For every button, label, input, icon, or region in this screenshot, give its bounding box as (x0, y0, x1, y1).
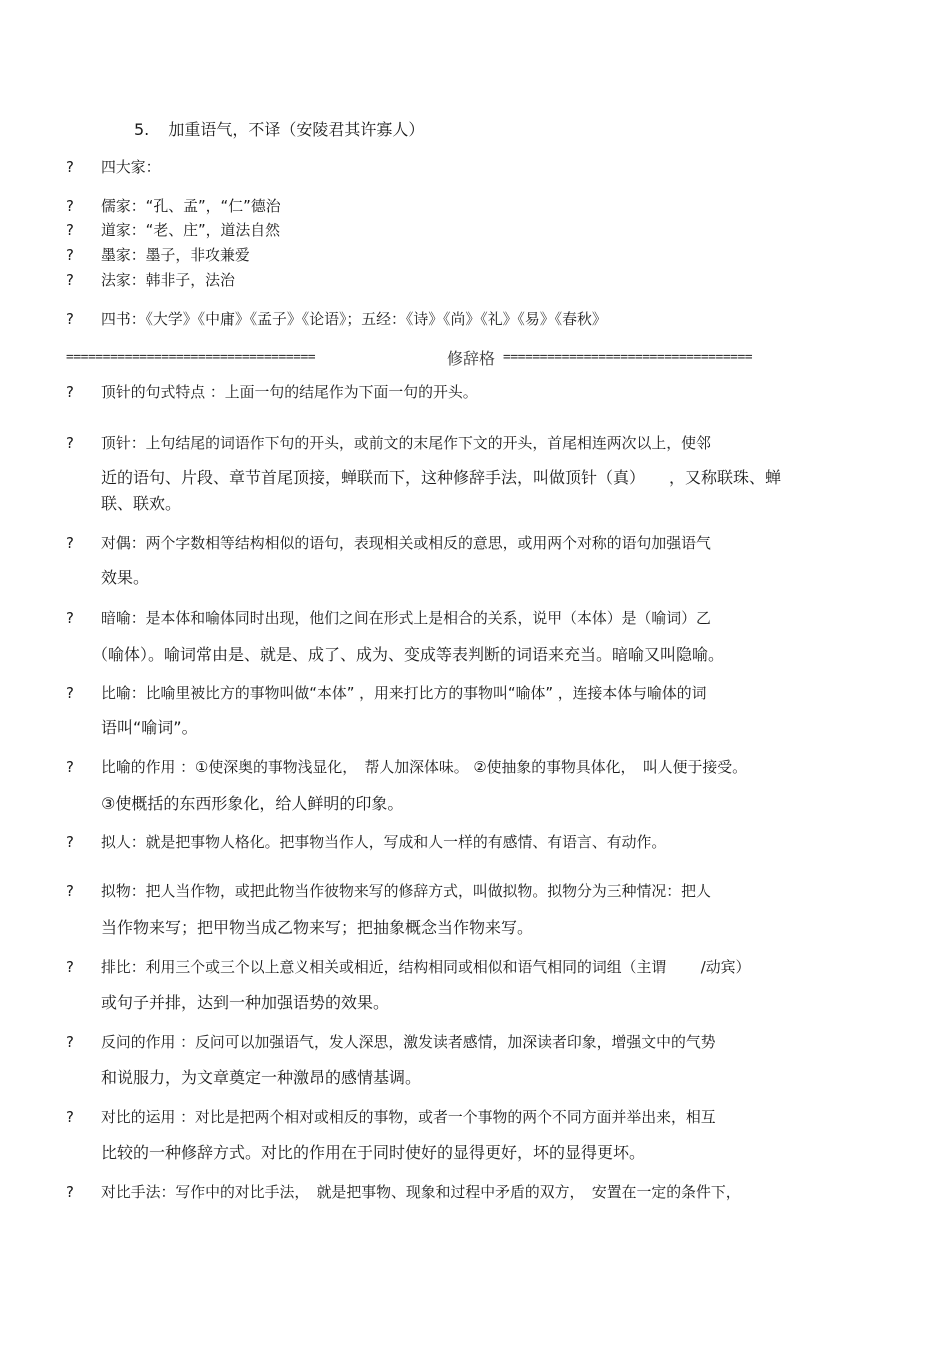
bullet-marker: ? (66, 958, 74, 976)
bullet-marker: ? (66, 221, 74, 239)
entry-line: 拟人：就是把事物人格化。把事物当作人，写成和人一样的有感情、有语言、有动作。 (101, 833, 667, 851)
entry-line: 语叫“喻词”。 (101, 718, 198, 737)
entry-line: 近的语句、片段、章节首尾顶接，蝉联而下，这种修辞手法，叫做顶针（真） ，又称联珠、蝉 (101, 468, 782, 487)
item-text: 加重语气，不译（安陵君其许寡人） (168, 120, 425, 139)
bullet-marker: ? (66, 197, 74, 215)
entry-line: 反问的作用 ：反问可以加强语气，发人深思，激发读者感情，加深读者印象，增强文中的气势 (101, 1033, 716, 1051)
bullet-marker: ? (66, 833, 74, 851)
bullet-marker: ? (66, 1033, 74, 1051)
school-text: 法家：韩非子，法治 (101, 271, 235, 289)
entry-line: （喻体）。喻词常由是、就是、成了、成为、变成等表判断的词语来充当。暗喻又叫隐喻。 (92, 645, 725, 664)
entry-line: 排比：利用三个或三个以上意义相关或相近，结构相同或相似和语气相同的词组（主谓 /动宾） (101, 958, 751, 976)
bullet-marker: ? (66, 534, 74, 552)
entry-line: 比较的一种修辞方式。对比的作用在于同时使好的显得更好，坏的显得更坏。 (101, 1143, 646, 1162)
bullet-marker: ? (66, 310, 74, 328)
entry-line: 当作物来写；把甲物当成乙物来写；把抽象概念当作物来写。 (101, 918, 534, 937)
bullet-marker: ? (66, 609, 74, 627)
entry-line: 顶针：上句结尾的词语作下句的开头，或前文的末尾作下文的开头，首尾相连两次以上，使邻 (101, 434, 711, 452)
school-text: 儒家：“孔、孟”，“仁”德治 (101, 197, 281, 215)
bullet-marker: ? (66, 434, 74, 452)
separator-left-rule: ================================== (66, 350, 316, 365)
numbered-item-5 (134, 120, 424, 140)
bullet-marker: ? (66, 158, 74, 176)
entry-line: 拟物：把人当作物，或把此物当作彼物来写的修辞方式，叫做拟物。拟物分为三种情况：把人 (101, 882, 711, 900)
entry-line: 对比手法：写作中的对比手法， 就是把事物、现象和过程中矛盾的双方， 安置在一定的条件下， (101, 1183, 741, 1201)
bullet-marker: ? (66, 271, 74, 289)
separator-right-rule: ================================== (503, 350, 753, 365)
entry-line: 和说服力，为文章奠定一种激昂的感情基调。 (101, 1068, 422, 1087)
entry-line: 或句子并排，达到一种加强语势的效果。 (101, 993, 390, 1012)
entry-line: 暗喻：是本体和喻体同时出现，他们之间在形式上是相合的关系，说甲（本体）是（喻词）乙 (101, 609, 711, 627)
entry-line: 顶针的句式特点 ：上面一句的结尾作为下面一句的开头。 (101, 383, 478, 401)
bullet-marker: ? (66, 1183, 74, 1201)
section-separator (66, 346, 876, 369)
bullet-marker: ? (66, 882, 74, 900)
entry-line: 对比的运用 ：对比是把两个相对或相反的事物，或者一个事物的两个不同方面并举出来，相互 (101, 1108, 716, 1126)
entry-line: 效果。 (101, 568, 150, 587)
entry-line: 比喻：比喻里被比方的事物叫做“本体” ，用来打比方的事物叫“喻体” ，连接本体与喻体的词 (101, 684, 707, 702)
bullet-marker: ? (66, 684, 74, 702)
entry-line: 联、联欢。 (101, 494, 182, 513)
classics-text: 四书：《大学》《中庸》《孟子》《论语》；五经：《诗》《尚》《礼》《易》《春秋》 (101, 310, 607, 328)
section-title-rhetoric: 修辞格 (447, 349, 496, 368)
entry-line: ③使概括的东西形象化，给人鲜明的印象。 (101, 794, 404, 813)
entry-line: 比喻的作用 ：①使深奥的事物浅显化， 帮人加深体味。 ②使抽象的事物具体化， 叫人便于接受。 (101, 758, 747, 776)
bullet-marker: ? (66, 246, 74, 264)
bullet-marker: ? (66, 758, 74, 776)
four-schools-heading: 四大家： (101, 158, 161, 176)
item-number: 5. (134, 120, 150, 139)
bullet-marker: ? (66, 383, 74, 401)
bullet-marker: ? (66, 1108, 74, 1126)
school-text: 墨家：墨子，非攻兼爱 (101, 246, 250, 264)
entry-line: 对偶：两个字数相等结构相似的语句，表现相关或相反的意思，或用两个对称的语句加强语气 (101, 534, 711, 552)
school-text: 道家：“老、庄”，道法自然 (101, 221, 281, 239)
